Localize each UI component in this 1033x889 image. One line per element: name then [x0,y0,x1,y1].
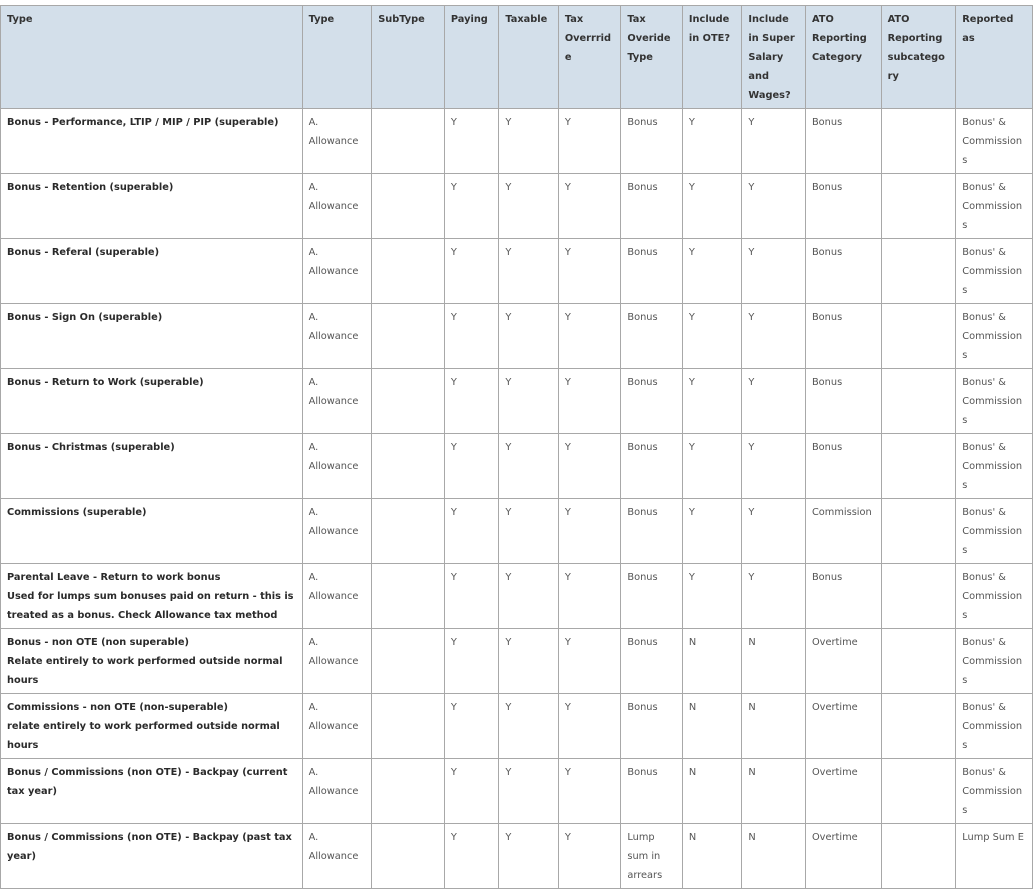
tax-override-type-cell: Bonus [621,694,683,759]
pay-item-name: Bonus - Sign On (superable) [7,312,163,323]
include-ote-cell: N [682,694,742,759]
column-header: Type [1,6,303,109]
tax-override-type-cell: Lump sum in arrears [621,824,683,889]
column-header: Reported as [956,6,1033,109]
pay-items-table [0,5,1033,889]
subtype-cell [372,174,445,239]
include-ote-cell: Y [682,369,742,434]
ato-category-cell: Bonus [805,239,881,304]
pay-item-name: Parental Leave - Return to work bonus [7,572,221,583]
pay-item-name: Bonus - Christmas (superable) [7,442,175,453]
paying-cell: Y [444,694,498,759]
reported-as-cell: Bonus' & Commissions [956,239,1033,304]
reported-as-cell: Bonus' & Commissions [956,369,1033,434]
subtype-cell [372,759,445,824]
tax-override-type-cell: Bonus [621,109,683,174]
tax-override-cell: Y [558,304,621,369]
taxable-cell: Y [499,499,559,564]
pay-item-name-cell [1,499,303,564]
paying-cell: Y [444,239,498,304]
paying-cell: Y [444,174,498,239]
subtype-cell [372,564,445,629]
include-super-cell: Y [742,174,806,239]
column-header: Type [302,6,372,109]
pay-item-name: Bonus - Referal (superable) [7,247,160,258]
column-header: ATO Reporting subcategory [881,6,956,109]
tax-override-cell: Y [558,564,621,629]
include-ote-cell: N [682,759,742,824]
include-super-cell: N [742,694,806,759]
tax-override-type-cell: Bonus [621,499,683,564]
ato-category-cell: Overtime [805,824,881,889]
ato-subcategory-cell [881,629,956,694]
tax-override-cell: Y [558,434,621,499]
include-super-cell: Y [742,239,806,304]
include-super-cell: Y [742,434,806,499]
reported-as-cell: Bonus' & Commissions [956,499,1033,564]
tax-override-type-cell: Bonus [621,759,683,824]
column-header: Include in OTE? [682,6,742,109]
subtype-cell [372,629,445,694]
paying-cell: Y [444,434,498,499]
include-ote-cell: Y [682,239,742,304]
ato-subcategory-cell [881,369,956,434]
pay-item-description: relate entirely to work performed outside normal hours [7,721,280,751]
subtype-cell [372,369,445,434]
table-row [1,564,1033,629]
column-header: Paying [444,6,498,109]
table-row [1,239,1033,304]
taxable-cell: Y [499,369,559,434]
pay-item-name-cell [1,174,303,239]
reported-as-cell: Bonus' & Commissions [956,434,1033,499]
table-row [1,629,1033,694]
reported-as-cell: Bonus' & Commissions [956,629,1033,694]
pay-item-name: Bonus / Commissions (non OTE) - Backpay (past tax year) [7,832,292,862]
taxable-cell: Y [499,694,559,759]
reported-as-cell: Lump Sum E [956,824,1033,889]
tax-override-type-cell: Bonus [621,564,683,629]
reported-as-cell: Bonus' & Commissions [956,759,1033,824]
ato-subcategory-cell [881,499,956,564]
tax-override-type-cell: Bonus [621,304,683,369]
table-row [1,694,1033,759]
include-ote-cell: Y [682,174,742,239]
pay-item-description: Relate entirely to work performed outside normal hours [7,656,283,686]
type-cell-value: A. Allowance [302,434,372,499]
type-cell-value: A. Allowance [302,304,372,369]
ato-category-cell: Overtime [805,629,881,694]
tax-override-cell: Y [558,629,621,694]
taxable-cell: Y [499,759,559,824]
taxable-cell: Y [499,239,559,304]
paying-cell: Y [444,109,498,174]
pay-item-name: Bonus - Retention (superable) [7,182,174,193]
tax-override-type-cell: Bonus [621,629,683,694]
ato-category-cell: Overtime [805,759,881,824]
ato-subcategory-cell [881,564,956,629]
taxable-cell: Y [499,109,559,174]
tax-override-cell: Y [558,759,621,824]
ato-category-cell: Commission [805,499,881,564]
ato-category-cell: Bonus [805,174,881,239]
include-ote-cell: N [682,629,742,694]
type-cell-value: A. Allowance [302,499,372,564]
table-row [1,174,1033,239]
ato-category-cell: Bonus [805,109,881,174]
ato-subcategory-cell [881,694,956,759]
ato-subcategory-cell [881,239,956,304]
reported-as-cell: Bonus' & Commissions [956,304,1033,369]
paying-cell: Y [444,759,498,824]
pay-item-name: Commissions - non OTE (non-superable) [7,702,228,713]
type-cell-value: A. Allowance [302,109,372,174]
table-row [1,434,1033,499]
taxable-cell: Y [499,824,559,889]
type-cell-value: A. Allowance [302,369,372,434]
pay-item-name-cell [1,239,303,304]
paying-cell: Y [444,499,498,564]
type-cell-value: A. Allowance [302,564,372,629]
type-cell-value: A. Allowance [302,239,372,304]
table-row [1,109,1033,174]
include-ote-cell: Y [682,109,742,174]
pay-item-name-cell [1,369,303,434]
column-header: Tax Overide Type [621,6,683,109]
paying-cell: Y [444,304,498,369]
pay-item-name: Bonus / Commissions (non OTE) - Backpay (current tax year) [7,767,288,797]
pay-item-name-cell [1,759,303,824]
tax-override-cell: Y [558,109,621,174]
tax-override-cell: Y [558,239,621,304]
tax-override-cell: Y [558,499,621,564]
pay-item-name-cell [1,824,303,889]
pay-item-name-cell [1,109,303,174]
table-row [1,759,1033,824]
include-super-cell: Y [742,109,806,174]
include-ote-cell: Y [682,434,742,499]
include-super-cell: Y [742,369,806,434]
pay-item-name: Bonus - non OTE (non superable) [7,637,190,648]
pay-item-name-cell [1,304,303,369]
column-header: Include in Super Salary and Wages? [742,6,806,109]
column-header: Tax Overrride [558,6,621,109]
ato-category-cell: Bonus [805,304,881,369]
tax-override-cell: Y [558,824,621,889]
subtype-cell [372,304,445,369]
pay-item-name: Bonus - Return to Work (superable) [7,377,204,388]
table-row [1,499,1033,564]
subtype-cell [372,434,445,499]
ato-subcategory-cell [881,304,956,369]
subtype-cell [372,109,445,174]
pay-item-name-cell [1,694,303,759]
tax-override-type-cell: Bonus [621,174,683,239]
column-header: ATO Reporting Category [805,6,881,109]
include-ote-cell: N [682,824,742,889]
include-super-cell: N [742,759,806,824]
taxable-cell: Y [499,304,559,369]
type-cell-value: A. Allowance [302,759,372,824]
subtype-cell [372,824,445,889]
reported-as-cell: Bonus' & Commissions [956,694,1033,759]
header-row [1,6,1033,109]
include-super-cell: Y [742,304,806,369]
pay-item-name-cell [1,434,303,499]
ato-subcategory-cell [881,174,956,239]
ato-category-cell: Bonus [805,369,881,434]
taxable-cell: Y [499,564,559,629]
column-header: SubType [372,6,445,109]
subtype-cell [372,499,445,564]
taxable-cell: Y [499,629,559,694]
pay-item-description: Used for lumps sum bonuses paid on return - this is treated as a bonus. Check Allowance tax method [7,591,294,621]
ato-subcategory-cell [881,109,956,174]
type-cell-value: A. Allowance [302,694,372,759]
ato-category-cell: Bonus [805,564,881,629]
reported-as-cell: Bonus' & Commissions [956,109,1033,174]
tax-override-cell: Y [558,174,621,239]
tax-override-cell: Y [558,694,621,759]
ato-category-cell: Overtime [805,694,881,759]
tax-override-type-cell: Bonus [621,369,683,434]
table-row [1,304,1033,369]
include-super-cell: N [742,824,806,889]
table-row [1,824,1033,889]
taxable-cell: Y [499,434,559,499]
tax-override-type-cell: Bonus [621,434,683,499]
reported-as-cell: Bonus' & Commissions [956,564,1033,629]
paying-cell: Y [444,824,498,889]
table-row [1,369,1033,434]
pay-item-name: Commissions (superable) [7,507,147,518]
include-ote-cell: Y [682,304,742,369]
tax-override-type-cell: Bonus [621,239,683,304]
subtype-cell [372,694,445,759]
pay-item-name: Bonus - Performance, LTIP / MIP / PIP (superable) [7,117,279,128]
ato-subcategory-cell [881,824,956,889]
paying-cell: Y [444,369,498,434]
pay-item-name-cell [1,629,303,694]
reported-as-cell: Bonus' & Commissions [956,174,1033,239]
type-cell-value: A. Allowance [302,174,372,239]
include-ote-cell: Y [682,499,742,564]
include-ote-cell: Y [682,564,742,629]
include-super-cell: N [742,629,806,694]
paying-cell: Y [444,629,498,694]
taxable-cell: Y [499,174,559,239]
type-cell-value: A. Allowance [302,824,372,889]
include-super-cell: Y [742,499,806,564]
ato-subcategory-cell [881,434,956,499]
ato-subcategory-cell [881,759,956,824]
ato-category-cell: Bonus [805,434,881,499]
pay-item-name-cell [1,564,303,629]
subtype-cell [372,239,445,304]
type-cell-value: A. Allowance [302,629,372,694]
paying-cell: Y [444,564,498,629]
include-super-cell: Y [742,564,806,629]
tax-override-cell: Y [558,369,621,434]
column-header: Taxable [499,6,559,109]
